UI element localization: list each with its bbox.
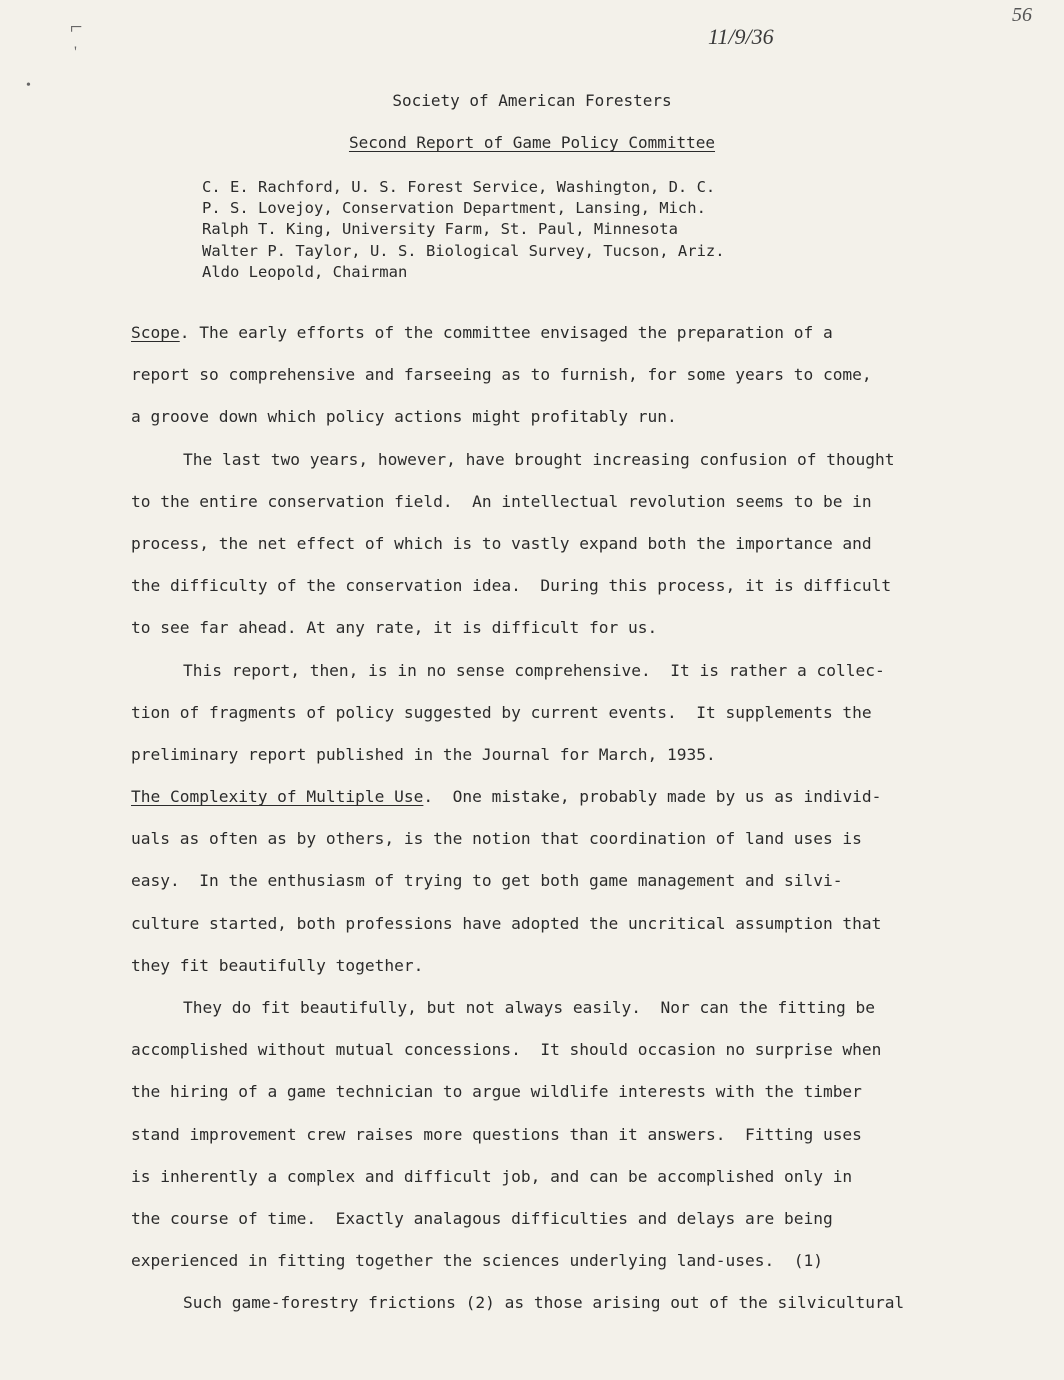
text-line: the hiring of a game technician to argue wildlife interests with the timber bbox=[131, 1082, 862, 1102]
text-line: the difficulty of the conservation idea. During this process, it is difficult bbox=[131, 576, 892, 596]
member-line: Walter P. Taylor, U. S. Biological Survey, Tucson, Ariz. bbox=[202, 241, 725, 260]
margin-mark: ⌐ bbox=[70, 14, 83, 39]
member-line: Ralph T. King, University Farm, St. Paul, Minnesota bbox=[202, 220, 678, 239]
text-line: experienced in fitting together the sciences underlying land-uses. (1) bbox=[131, 1251, 823, 1271]
report-body bbox=[131, 323, 961, 1336]
text-line: The Complexity of Multiple Use. One mistake, probably made by us as individ- bbox=[131, 787, 882, 807]
text-line: The last two years, however, have brought increasing confusion of thought bbox=[183, 449, 895, 469]
text-line: This report, then, is in no sense comprehensive. It is rather a collec- bbox=[183, 660, 885, 680]
text-line: to see far ahead. At any rate, it is difficult for us. bbox=[131, 618, 658, 638]
text-line: the course of time. Exactly analagous difficulties and delays are being bbox=[131, 1208, 833, 1228]
text-line: preliminary report published in the Journal for March, 1935. bbox=[131, 744, 716, 764]
text-line: easy. In the enthusiasm of trying to get both game management and silvi- bbox=[131, 871, 843, 891]
text-line: Such game-forestry frictions (2) as those arising out of the silvicultural bbox=[183, 1293, 905, 1313]
text-line: Scope. The early efforts of the committee envisaged the preparation of a bbox=[131, 323, 833, 342]
committee-members bbox=[202, 177, 725, 283]
text-line: is inherently a complex and difficult job, and can be accomplished only in bbox=[131, 1166, 853, 1186]
text-line: They do fit beautifully, but not always easily. Nor can the fitting be bbox=[183, 998, 875, 1017]
member-line: P. S. Lovejoy, Conservation Department, Lansing, Mich. bbox=[202, 199, 706, 218]
report-title: Second Report of Game Policy Committee bbox=[348, 133, 716, 152]
society-title: Society of American Foresters bbox=[392, 91, 672, 110]
text-line: a groove down which policy actions might profitably run. bbox=[131, 407, 677, 427]
text-line: culture started, both professions have adopted the uncritical assumption that bbox=[131, 913, 882, 933]
margin-mark: ' bbox=[74, 44, 77, 61]
text-line: tion of fragments of policy suggested by current events. It supplements the bbox=[131, 702, 872, 722]
text-line: accomplished without mutual concessions. It should occasion no surprise when bbox=[131, 1040, 882, 1060]
complexity-heading: The Complexity of Multiple Use bbox=[131, 787, 424, 807]
text-line: stand improvement crew raises more questions than it answers. Fitting uses bbox=[131, 1124, 862, 1144]
member-line: Aldo Leopold, Chairman bbox=[202, 262, 408, 281]
scope-heading: Scope bbox=[131, 323, 180, 342]
page-number: 56 bbox=[1012, 4, 1032, 26]
text-line: uals as often as by others, is the notion that coordination of land uses is bbox=[131, 829, 862, 849]
text-line: process, the net effect of which is to vastly expand both the importance and bbox=[131, 533, 872, 553]
margin-mark: • bbox=[26, 78, 31, 93]
text-line: they fit beautifully together. bbox=[131, 955, 424, 975]
text-line: report so comprehensive and farseeing as to furnish, for some years to come, bbox=[131, 365, 872, 385]
handwritten-date: 11/9/36 bbox=[708, 24, 774, 49]
text-line: to the entire conservation field. An intellectual revolution seems to be in bbox=[131, 491, 872, 511]
member-line: C. E. Rachford, U. S. Forest Service, Washington, D. C. bbox=[202, 178, 716, 196]
